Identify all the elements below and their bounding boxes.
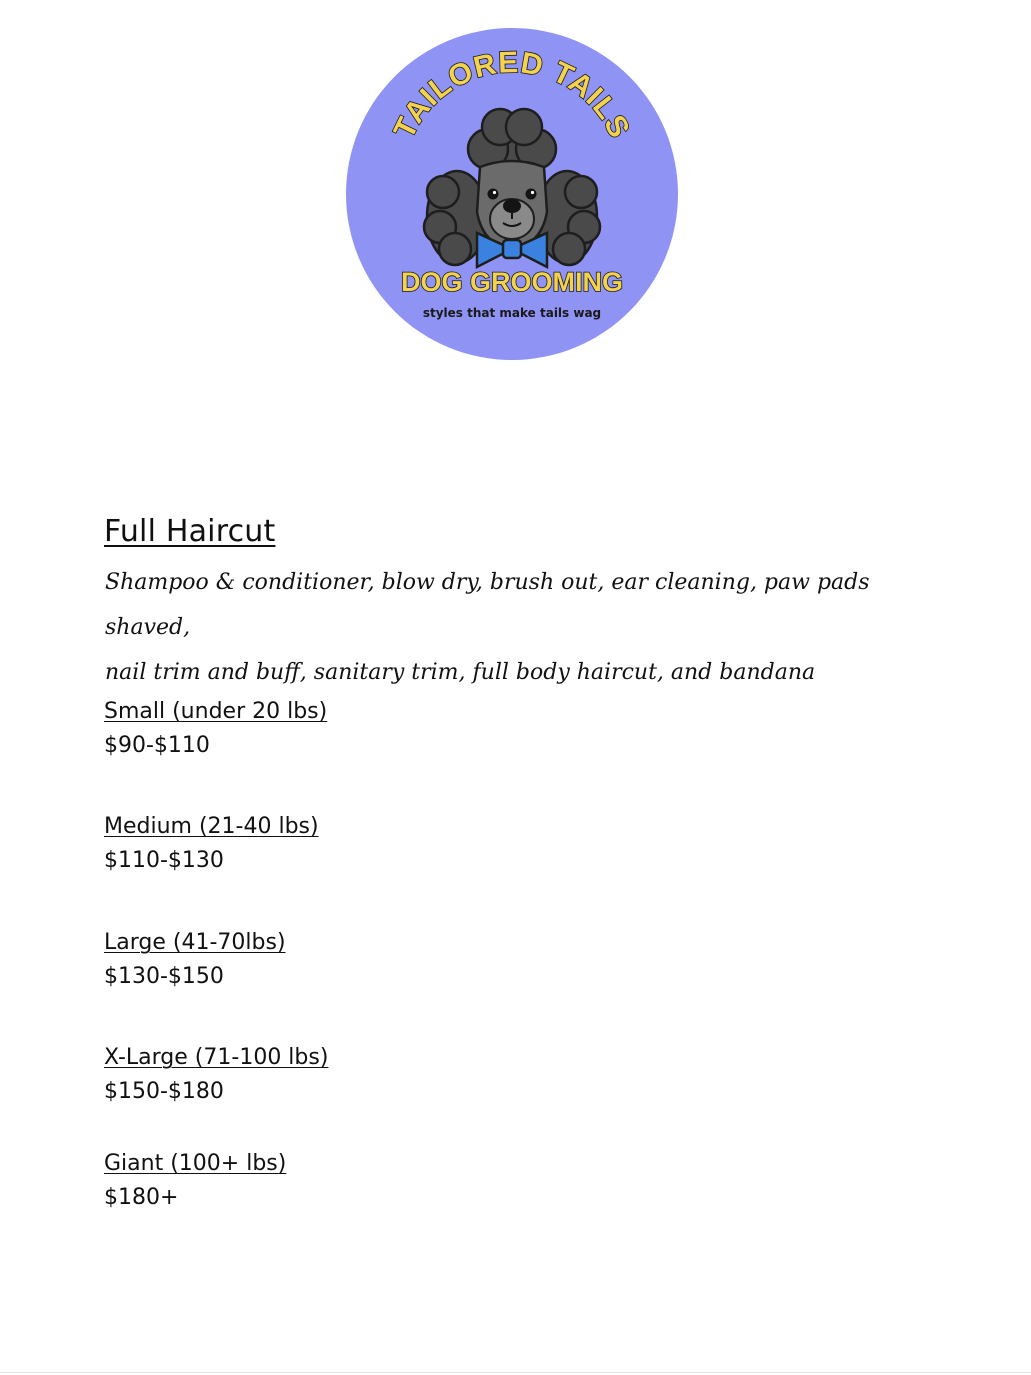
- price-item-medium: [104, 812, 319, 876]
- price-item-large: [104, 928, 286, 992]
- size-label: Giant (100+ lbs): [104, 1151, 287, 1176]
- size-label: Medium (21-40 lbs): [104, 814, 319, 839]
- page-divider: [0, 1372, 1031, 1373]
- size-price: $90-$110: [104, 733, 210, 758]
- poodle-icon: [345, 27, 679, 361]
- description-line-1: Shampoo & conditioner, blow dry, brush out, ear cleaning, paw pads shaved,: [105, 570, 870, 640]
- description-line-2: nail trim and buff, sanitary trim, full body haircut, and bandana: [105, 660, 816, 685]
- brand-logo: [345, 27, 679, 361]
- size-label: Large (41-70lbs): [104, 930, 286, 955]
- svg-text:DOG GROOMING: DOG GROOMING: [401, 267, 623, 297]
- size-price: $130-$150: [104, 964, 224, 989]
- size-label: Small (under 20 lbs): [104, 699, 328, 724]
- service-description: [105, 560, 945, 695]
- svg-text:TAILORED TAILS: TAILORED TAILS: [387, 46, 637, 144]
- price-item-giant: [104, 1149, 286, 1213]
- size-label: X-Large (71-100 lbs): [104, 1045, 329, 1070]
- price-item-x-large: [104, 1043, 328, 1107]
- size-price: $110-$130: [104, 848, 224, 873]
- svg-text:styles that make tails wag: styles that make tails wag: [422, 306, 602, 320]
- size-price: $180+: [104, 1185, 179, 1210]
- service-title: Full Haircut: [104, 514, 276, 549]
- size-price: $150-$180: [104, 1079, 224, 1104]
- price-item-small: [104, 697, 327, 761]
